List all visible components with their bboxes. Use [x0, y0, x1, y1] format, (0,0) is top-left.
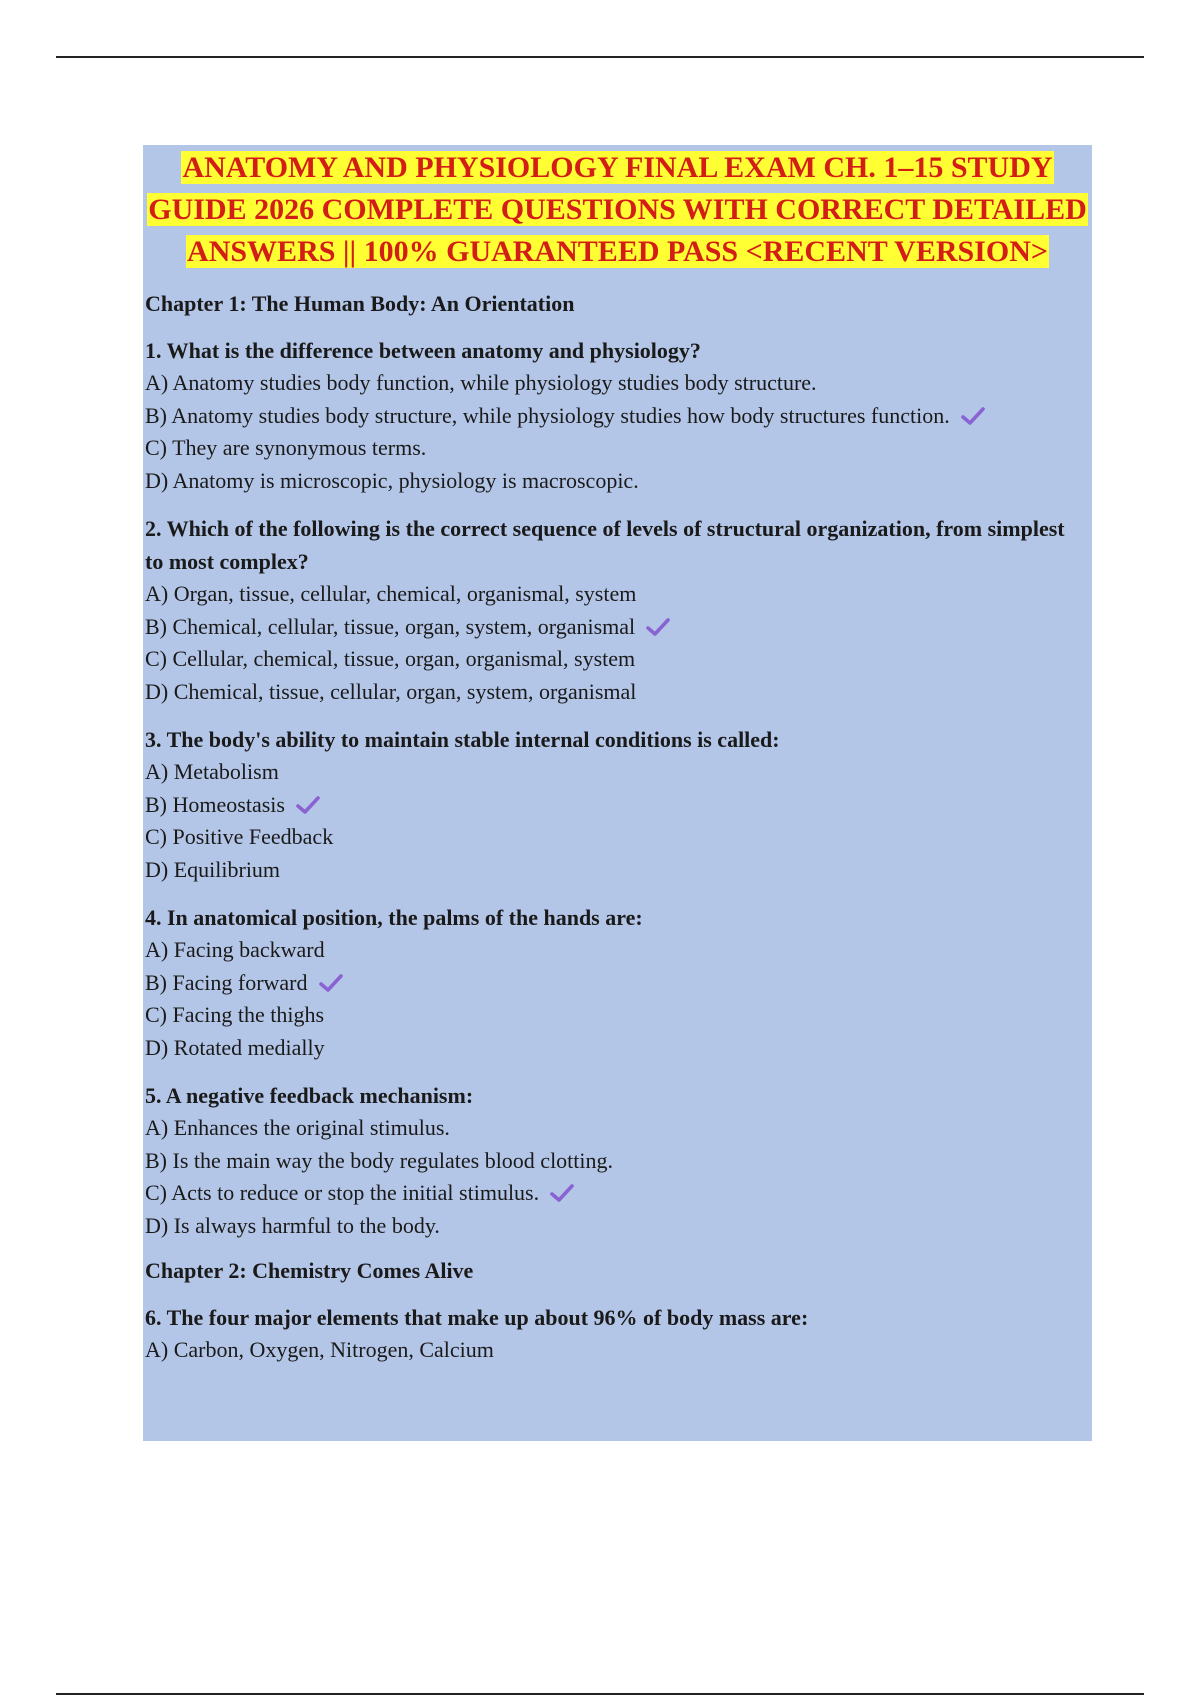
answer-option: [145, 821, 1084, 854]
answer-option: [145, 578, 1084, 611]
answer-option-text: C) Cellular, chemical, tissue, organ, organismal, system: [145, 646, 636, 671]
answer-option: [145, 999, 1084, 1032]
answer-option-text: B) Is the main way the body regulates blood clotting.: [145, 1147, 614, 1173]
answer-option-text: B) Anatomy studies body structure, while physiology studies how body structures function.: [145, 402, 950, 428]
answer-option: [145, 789, 1084, 822]
answer-option: [145, 400, 1084, 433]
answer-option: [145, 967, 1084, 1000]
answer-option-text: C) Acts to reduce or stop the initial stimulus.: [145, 1180, 540, 1205]
answer-option-text: C) They are synonymous terms.: [145, 435, 427, 460]
answer-option: [145, 1145, 1084, 1178]
answer-option: [145, 1210, 1084, 1243]
question-text: 3. The body's ability to maintain stable internal conditions is called:: [145, 727, 780, 752]
answer-option: [145, 934, 1084, 967]
answer-option: [145, 611, 1084, 644]
answer-option: [145, 643, 1084, 676]
answer-option: [145, 1032, 1084, 1065]
question-text: 1. What is the difference between anatomy and physiology?: [145, 338, 701, 363]
answer-option-text: C) Facing the thighs: [145, 1002, 325, 1027]
questions-content: [143, 289, 1092, 1367]
answer-option-text: A) Metabolism: [145, 759, 279, 784]
answer-option: [145, 756, 1084, 789]
document-title: [143, 145, 1092, 273]
answer-option: [145, 432, 1084, 465]
question-text: 2. Which of the following is the correct sequence of levels of structural organization, from simplest to most complex?: [145, 516, 1065, 574]
chapter-heading: Chapter 2: Chemistry Comes Alive: [145, 1258, 474, 1283]
answer-option-text: A) Facing backward: [145, 937, 325, 962]
answer-option-text: A) Organ, tissue, cellular, chemical, organismal, system: [145, 581, 637, 606]
question-text: 6. The four major elements that make up about 96% of body mass are:: [145, 1305, 809, 1330]
question-text: 4. In anatomical position, the palms of the hands are:: [145, 905, 643, 930]
answer-option: [145, 1112, 1084, 1145]
answer-option-text: D) Is always harmful to the body.: [145, 1212, 440, 1238]
answer-option-text: B) Facing forward: [145, 969, 308, 995]
checkmark-icon: [645, 616, 671, 638]
answer-option-text: C) Positive Feedback: [145, 824, 334, 849]
answer-option-text: A) Anatomy studies body function, while physiology studies body structure.: [145, 370, 817, 395]
checkmark-icon: [318, 972, 344, 994]
answer-option-text: B) Chemical, cellular, tissue, organ, system, organismal: [145, 613, 636, 639]
answer-option: [145, 854, 1084, 887]
bottom-rule: [56, 1693, 1144, 1695]
answer-option: [145, 367, 1084, 400]
chapter-heading: Chapter 1: The Human Body: An Orientation: [145, 291, 575, 316]
question-text: 5. A negative feedback mechanism:: [145, 1083, 474, 1108]
answer-option: [145, 1177, 1084, 1210]
checkmark-icon: [549, 1182, 575, 1204]
checkmark-icon: [960, 405, 986, 427]
answer-option-text: D) Anatomy is microscopic, physiology is macroscopic.: [145, 467, 639, 493]
answer-option: [145, 465, 1084, 498]
top-rule: [56, 56, 1144, 58]
checkmark-icon: [295, 794, 321, 816]
answer-option-text: A) Enhances the original stimulus.: [145, 1115, 450, 1140]
answer-option: [145, 676, 1084, 709]
answer-option-text: B) Homeostasis: [145, 791, 285, 817]
title-highlight: ANATOMY AND PHYSIOLOGY FINAL EXAM CH. 1–15 STUDY GUIDE 2026 COMPLETE QUESTIONS WITH CORRECT DETAILED ANSWERS || 100% GUARANTEED PASS <RECENT VERSION>: [148, 151, 1087, 268]
answer-option-text: D) Equilibrium: [145, 856, 281, 882]
answer-option-text: A) Carbon, Oxygen, Nitrogen, Calcium: [145, 1337, 494, 1362]
answer-option: [145, 1334, 1084, 1367]
study-guide-panel: [143, 145, 1092, 1441]
answer-option-text: D) Chemical, tissue, cellular, organ, system, organismal: [145, 678, 637, 704]
answer-option-text: D) Rotated medially: [145, 1034, 325, 1060]
